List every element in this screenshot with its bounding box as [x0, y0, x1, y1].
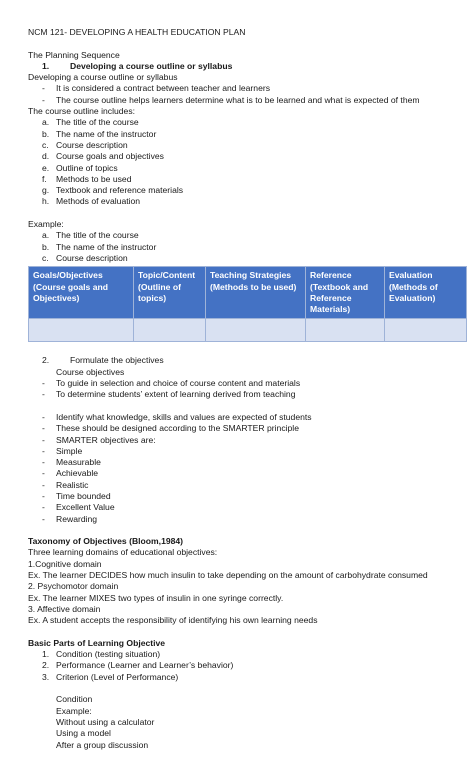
course-objectives-label: Course objectives: [56, 366, 125, 377]
list-item: b. The name of the instructor: [42, 241, 157, 252]
taxonomy-line: Ex. The learner MIXES two types of insulin in one syringe correctly.: [28, 592, 284, 603]
step-2-label: Formulate the objectives: [70, 355, 164, 366]
bullet: - Time bounded: [42, 490, 111, 501]
table-header-row: [29, 267, 467, 319]
document-title: NCM 121- DEVELOPING A HEALTH EDUCATION PLAN: [28, 27, 246, 37]
bullet: - Excellent Value: [42, 502, 115, 513]
list-item: b. The name of the instructor: [42, 128, 157, 139]
step-2: [28, 355, 468, 366]
bullet: - SMARTER objectives are:: [42, 434, 156, 445]
course-plan-table: [28, 266, 467, 342]
header-evaluation: Evaluation (Methods of Evaluation): [385, 267, 467, 319]
bullet: - Achievable: [42, 468, 99, 479]
taxonomy-line: Ex. The learner DECIDES how much insulin to take depending on the amount of carbohydrate consumed: [28, 570, 428, 581]
step-1-label: Developing a course outline or syllabus: [70, 60, 233, 71]
step-2-number: 2.: [42, 355, 50, 366]
list-item: 1. Condition (testing situation): [42, 649, 161, 660]
taxonomy-line: 1.Cognitive domain: [28, 558, 102, 569]
table-cell: [206, 319, 306, 342]
planning-heading: The Planning Sequence: [28, 49, 120, 60]
condition-line: Without using a calculator: [56, 716, 155, 727]
list-item: f. Methods to be used: [42, 173, 132, 184]
list-item: c. Course description: [42, 139, 128, 150]
step-1: [28, 61, 468, 72]
bullet: - Simple: [42, 445, 83, 456]
table-cell: [134, 319, 206, 342]
list-item: c. Course description: [42, 252, 128, 263]
list-item: 3. Criterion (Level of Performance): [42, 671, 179, 682]
header-reference: Reference (Textbook and Reference Materials): [306, 267, 385, 319]
list-item: 2. Performance (Learner and Learner’s behavior): [42, 660, 234, 671]
header-goals: Goals/Objectives (Course goals and Objectives): [29, 267, 134, 319]
condition-line: Condition: [56, 694, 93, 705]
list-item: g. Textbook and reference materials: [42, 185, 184, 196]
bullet: - To guide in selection and choice of course content and materials: [42, 378, 301, 389]
bullet: - The course outline helps learners determine what is to be learned and what is expected of them: [42, 94, 420, 105]
list-item: a. The title of the course: [42, 230, 139, 241]
table-row: [29, 319, 467, 342]
taxonomy-heading: Taxonomy of Objectives (Bloom,1984): [28, 536, 184, 547]
bullet: - Realistic: [42, 479, 89, 490]
taxonomy-line: 3. Affective domain: [28, 603, 101, 614]
list-item: d. Course goals and objectives: [42, 151, 164, 162]
header-topic: Topic/Content (Outline of topics): [134, 267, 206, 319]
condition-line: After a group discussion: [56, 739, 149, 750]
list-item: h. Methods of evaluation: [42, 196, 141, 207]
taxonomy-line: Ex. A student accepts the responsibility of identifying his own learning needs: [28, 615, 318, 626]
step-1-repeat: Developing a course outline or syllabus: [28, 72, 178, 83]
document-page: [28, 27, 468, 751]
condition-line: Example:: [56, 705, 92, 716]
taxonomy-line: 2. Psychomotor domain: [28, 581, 119, 592]
includes-label: The course outline includes:: [28, 106, 136, 117]
bullet: - It is considered a contract between teacher and learners: [42, 83, 271, 94]
example-label: Example:: [28, 219, 64, 230]
table-cell: [29, 319, 134, 342]
step-1-number: 1.: [42, 60, 50, 71]
bullet: - To determine students’ extent of learning derived from teaching: [42, 389, 296, 400]
table-cell: [385, 319, 467, 342]
bullet: - Measurable: [42, 457, 101, 468]
header-strategies: Teaching Strategies (Methods to be used): [206, 267, 306, 319]
basic-parts-heading: Basic Parts of Learning Objective: [28, 637, 166, 648]
table-cell: [306, 319, 385, 342]
condition-line: Using a model: [56, 728, 111, 739]
list-item: a. The title of the course: [42, 117, 139, 128]
bullet: - These should be designed according to the SMARTER principle: [42, 423, 299, 434]
taxonomy-line: Three learning domains of educational objectives:: [28, 547, 218, 558]
bullet: - Identify what knowledge, skills and values are expected of students: [42, 411, 312, 422]
bullet: - Rewarding: [42, 513, 98, 524]
list-item: e. Outline of topics: [42, 162, 118, 173]
